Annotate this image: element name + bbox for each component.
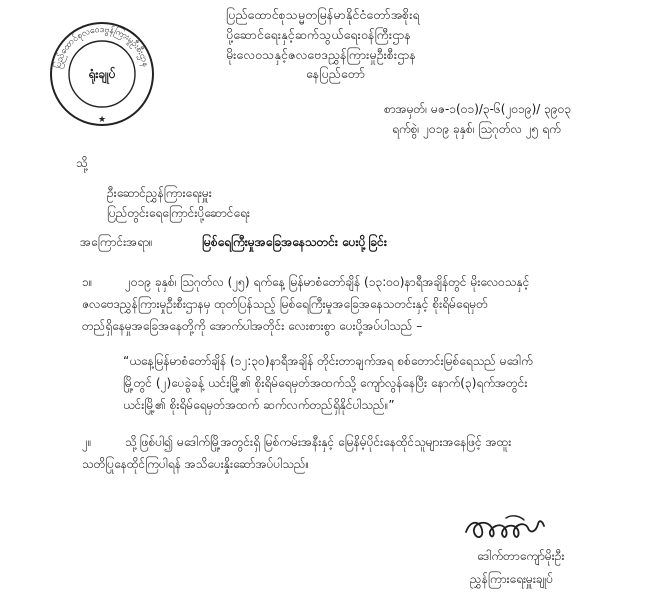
header-ministry: ပို့ဆောင်ရေးနှင့်ဆက်သွယ်ရေးဝန်ကြီးဌာန — [226, 27, 411, 42]
paragraph-2-number: ၂။ — [82, 435, 92, 449]
office-seal — [48, 20, 156, 128]
quote-line: ယင်းမြို့၏ စိုးရိမ်ရေမှတ်အထက် ဆက်လက်တည်ရှိနိုင်ပါသည်။” — [123, 398, 395, 412]
seal-center-text: ရုံးချုပ် — [88, 67, 116, 81]
paragraph-1-number: ၁။ — [82, 275, 93, 289]
header-city: နေပြည်တော် — [306, 66, 366, 81]
subject-text: မြစ်ရေကြီးမှုအခြေအနေသတင်း ပေးပို့ခြင်း — [202, 235, 387, 249]
header-department: မိုးလေဝသနှင့်ဇလဗေဒညွှန်ကြားမှုဦးစီးဌာန — [226, 47, 416, 62]
seal-ring-text: ပြည်ထောင်စုလဝေဒဗွန်ကြားမှုဦးစီးဌာန — [53, 24, 151, 70]
recipient-organization: ပြည်တွင်းရေကြောင်းပို့ဆောင်ရေး — [107, 206, 250, 220]
paragraph-1-line: ၂၀၁၉ ခုနှစ်၊ ဩဂုတ်လ (၂၅) ရက်နေ့ မြန်မာစံတော်ချိန် (၁၃:၀၀)နာရီအချိန်တွင် မိုးလေဝသနှင့် — [125, 275, 530, 289]
seal-stamp-graphic — [48, 20, 156, 128]
handwritten-signature — [462, 512, 552, 544]
subject-label: အကြောင်းအရာ။ — [80, 235, 153, 249]
letter-date: ရက်စွဲ၊ ၂၀၁၉ ခုနှစ်၊ ဩဂုတ်လ ၂၅ ရက် — [392, 122, 561, 136]
paragraph-2-line: သို့ဖြစ်ပါ၍ မဒေါက်မြို့အတွင်းရှိ မြစ်ကမ်းအနီးနှင့် မြေနိမ့်ပိုင်းနေထိုင်သူများအနေဖြင့် အထူး — [125, 435, 512, 449]
seal-star-icon: ★ — [97, 115, 107, 125]
quote-line: မြို့တွင် (၂)ပေခွဲခန့် ယင်းမြို့၏ စိုးရိမ်ရေမှတ်အထက်သို့ ကျော်လွန်နေပြီး နောက်(၃)ရက်အတွင်း — [123, 376, 528, 390]
signatory-title: ညွှန်ကြားရေးမှူးချုပ် — [470, 572, 554, 586]
signatory-name: ဒေါက်တာကျော်မိုးဦး — [477, 549, 565, 563]
recipient-title: ဦးဆောင်ညွှန်ကြားရေးမှူး — [107, 186, 212, 200]
letter-number: စာအမှတ်၊ မဇ-၁(၀၁)/၃-၆(၂၀၁၉)/ ၃၉၀၃ — [384, 102, 572, 116]
signature-scribble-graphic — [462, 512, 552, 544]
paragraph-1-line: ဇလဗေဒညွှန်ကြားမှုဦးစီးဌာနမှ ထုတ်ပြန်သည့် မြစ်ရေကြီးမှုအခြေအနေသတင်းနှင့် စိုးရိမ်ရေမှတ် — [82, 297, 488, 311]
paragraph-2-line: သတိပြုနေထိုင်ကြပါရန် အသိပေးနှိုးဆော်အပ်ပါသည်။ — [82, 457, 310, 471]
paragraph-1-line: တည်ရှိနေမှုအခြေအနေတို့ကို အောက်ပါအတိုင်း လေးစားစွာ ပေးပို့အပ်ပါသည် – — [82, 319, 423, 333]
header-government: ပြည်ထောင်စုသမ္မတမြန်မာနိုင်ငံတော်အစိုးရ — [226, 7, 420, 22]
quote-line: “ယနေ့မြန်မာစံတော်ချိန် (၁၂:၃၀)နာရီအချိန် တိုင်းတာချက်အရ စစ်တောင်းမြစ်ရေသည် မဒေါက် — [123, 354, 533, 368]
address-to: သို့ — [76, 156, 88, 170]
